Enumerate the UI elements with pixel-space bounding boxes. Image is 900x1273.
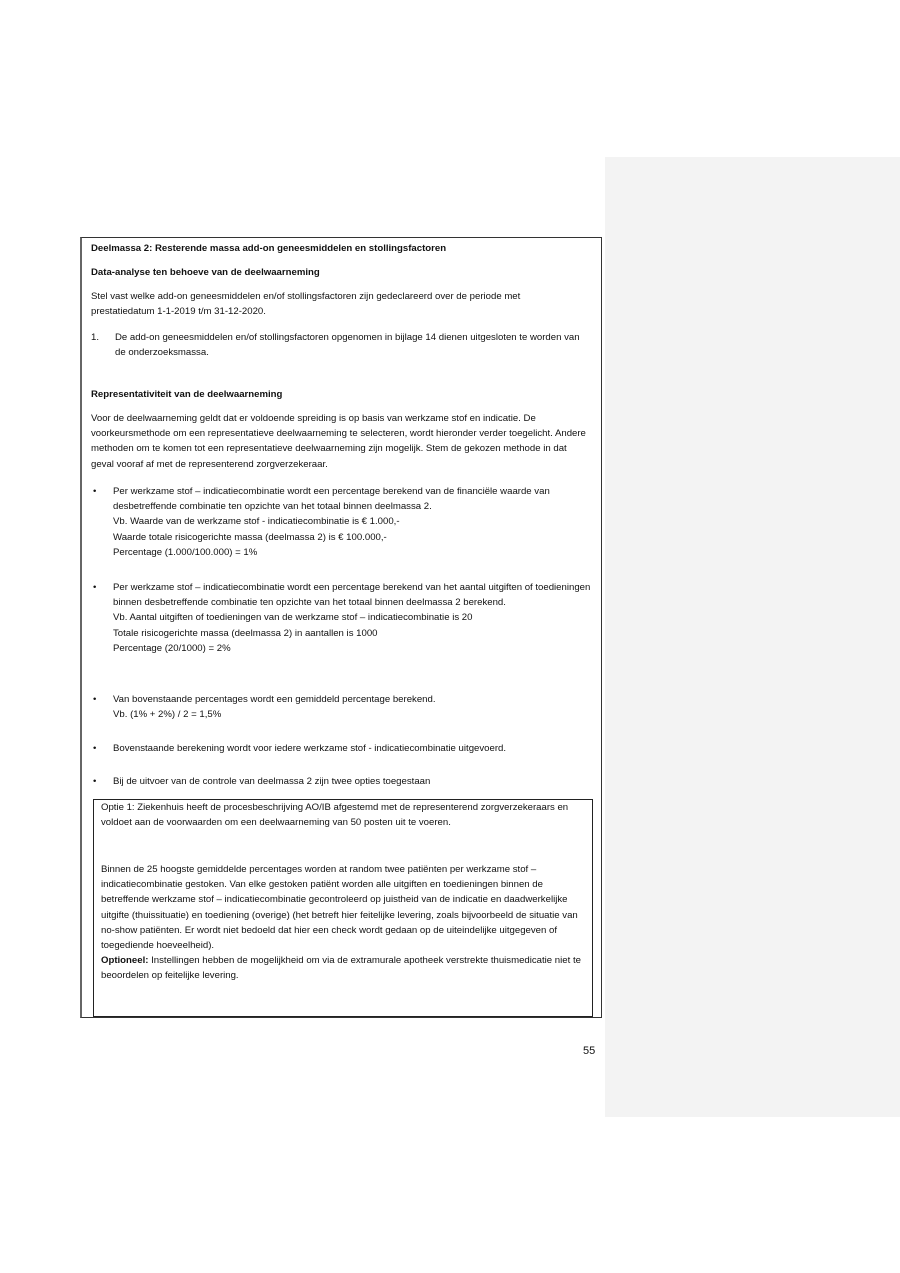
bullet-line: Per werkzame stof – indicatiecombinatie wordt een percentage berekend van het aantal uitgiften of toedieningen binnen desbetreffende combinatie ten opzichte van het totaal binnen deelmassa 2 berekend.	[113, 582, 591, 609]
bullet-item	[91, 580, 591, 656]
bullet-icon: •	[93, 743, 97, 754]
bullet-item	[91, 741, 591, 756]
option-1-text: Optie 1: Ziekenhuis heeft de procesbeschrijving AO/IB afgestemd met de representerend zorgverzekeraars en voldoet aan de voorwaarden om een deelwaarneming van 50 posten uit te voeren.	[101, 802, 569, 829]
bullet-icon: •	[93, 582, 97, 593]
section-title: Deelmassa 2: Resterende massa add-on geneesmiddelen en stollingsfactoren	[91, 243, 447, 254]
item-text: De add-on geneesmiddelen en/of stollingsfactoren opgenomen in bijlage 14 dienen uitgesloten te worden van de onderzoeksmassa.	[115, 332, 580, 359]
bullet-icon: •	[93, 486, 97, 497]
numbered-item	[91, 330, 591, 360]
bullet-line: Totale risicogerichte massa (deelmassa 2) in aantallen is 1000	[113, 627, 378, 639]
bullet-icon: •	[93, 776, 97, 787]
bullet-line: Waarde totale risicogerichte massa (deelmassa 2) is € 100.000,-	[113, 531, 387, 543]
bullet-line: Bij de uitvoer van de controle van deelmassa 2 zijn twee opties toegestaan	[113, 776, 431, 787]
bullet-item	[91, 692, 591, 722]
bullet-line: Vb. Aantal uitgiften of toedieningen van de werkzame stof – indicatiecombinatie is 20	[113, 612, 473, 624]
data-analysis-text: Stel vast welke add-on geneesmiddelen en/of stollingsfactoren zijn gedeclareerd over de periode met prestatiedatum 1-1-2019 t/m 31-12-2020.	[91, 291, 521, 318]
bullet-icon: •	[93, 694, 97, 705]
optional-note	[101, 953, 587, 983]
comment-pane	[605, 157, 900, 1117]
representativeness-heading: Representativiteit van de deelwaarneming	[91, 389, 283, 400]
representativeness-text: Voor de deelwaarneming geldt dat er voldoende spreiding is op basis van werkzame stof en indicatie. De voorkeursmethode om een representatieve deelwaarneming te selecteren, wordt hieronder verder toegelicht. Andere methoden om te komen tot een representatieve deelwaarneming zijn mogelijk. Stem de gekozen methode in dat geval vooraf af met de representerend zorgverzekeraar.	[91, 413, 586, 470]
procedure-text: Binnen de 25 hoogste gemiddelde percentages worden at random twee patiënten per werkzame stof – indicatiecombinatie gestoken. Van elke gestoken patiënt worden alle uitgiften en toedieningen binnen de betreffende werkzame stof – indicatiecombinatie gecontroleerd op juistheid van de indicatie en daadwerkelijke uitgifte (thuissituatie) en toediening (overige) (het betreft hier feitelijke levering, zoals bijvoorbeeld de situatie van no-show patiënten. Er wordt niet bedoeld dat hier een check wordt gedaan op de uiteindelijke uitgegeven of toegediende hoeveelheid).	[101, 864, 578, 952]
bullet-line: Percentage (20/1000) = 2%	[113, 642, 231, 654]
bullet-item	[91, 484, 591, 560]
data-analysis-heading: Data-analyse ten behoeve van de deelwaarneming	[91, 267, 320, 278]
bullet-line: Van bovenstaande percentages wordt een gemiddeld percentage berekend.	[113, 694, 436, 705]
bullet-line: Vb. Waarde van de werkzame stof - indicatiecombinatie is € 1.000,-	[113, 516, 400, 528]
bullet-line: Vb. (1% + 2%) / 2 = 1,5%	[113, 709, 222, 721]
optional-label: Optioneel:	[101, 955, 149, 966]
item-number: 1.	[91, 332, 100, 343]
bullet-line: Per werkzame stof – indicatiecombinatie wordt een percentage berekend van de financiële waarde van desbetreffende combinatie ten opzichte van het totaal binnen deelmassa 2.	[113, 486, 550, 513]
bullet-line: Percentage (1.000/100.000) = 1%	[113, 546, 258, 558]
bullet-item	[91, 774, 591, 789]
optional-text: Instellingen hebben de mogelijkheid om via de extramurale apotheek verstrekte thuismedicatie niet te beoordelen op feitelijke levering.	[101, 955, 581, 982]
bullet-line: Bovenstaande berekening wordt voor iedere werkzame stof - indicatiecombinatie uitgevoerd.	[113, 743, 507, 754]
page-number: 55	[583, 1045, 596, 1057]
